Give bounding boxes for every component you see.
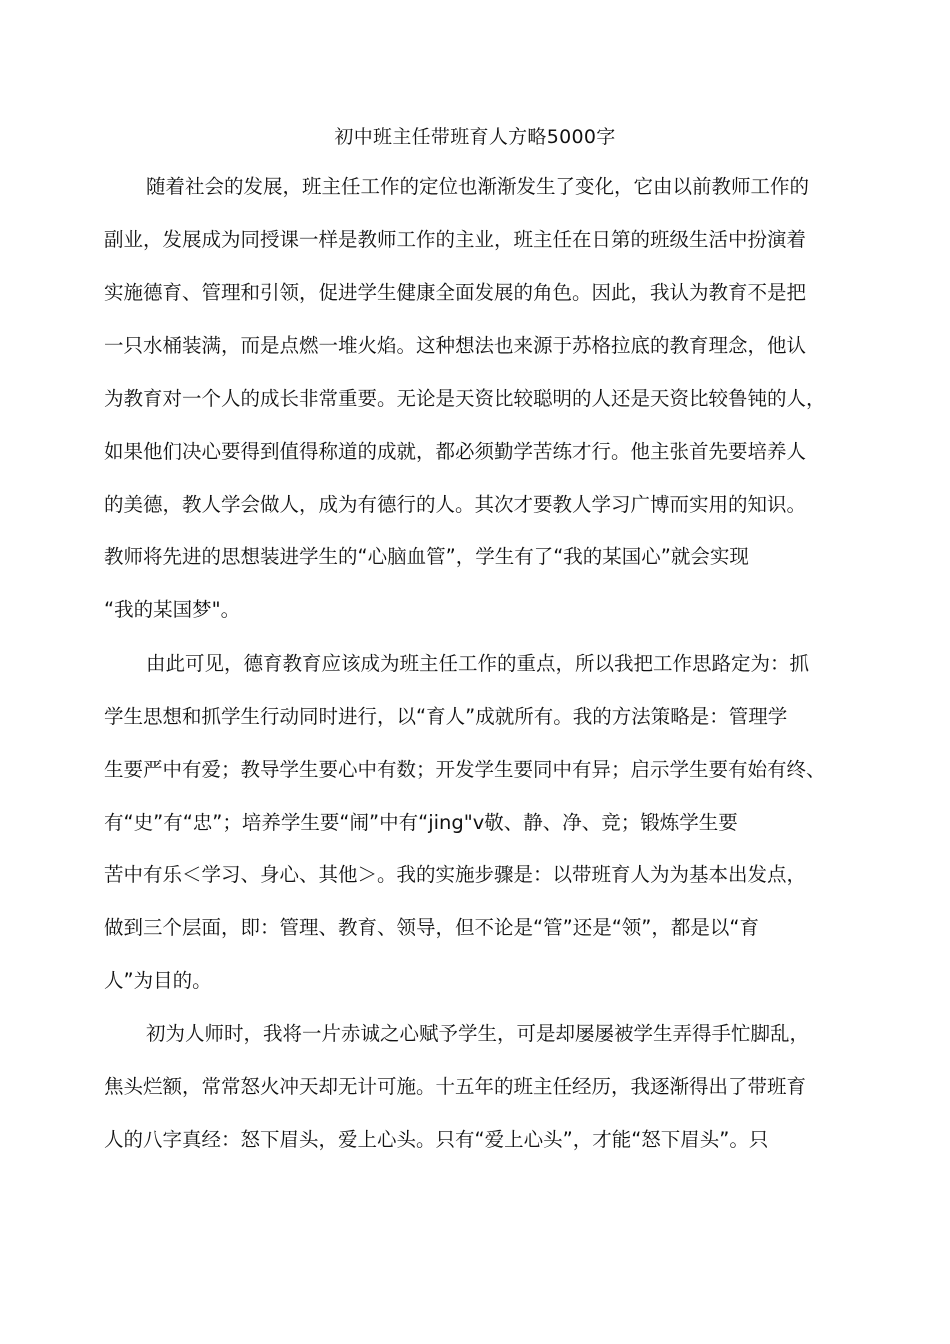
text-line: 随着社会的发展，班主任工作的定位也渐渐发生了变化，它由以前教师工作的 <box>146 175 810 198</box>
text-line: 学生思想和抓学生行动同时进行，以“育人”成就所有。我的方法策略是：管理学 <box>104 705 788 728</box>
text-line: 生要严中有爱；教导学生要心中有数；开发学生要同中有异；启示学生要有始有终、 <box>104 758 826 781</box>
document-title: 初中班主任带班育人方略5000字 <box>334 126 616 148</box>
text-line: 苦中有乐＜学习、身心、其他＞。我的实施步骤是：以带班育人为为基本出发点， <box>104 863 807 886</box>
text-line: 的美德，教人学会做人，成为有德行的人。其次才要教人学习广博而实用的知识。 <box>104 493 807 516</box>
text-line: 有“史”有“忠”；培养学生要“闹”中有“jing"v敬、静、净、竞；锻炼学生要 <box>104 811 738 834</box>
text-line: “我的某国梦"。 <box>104 598 241 621</box>
text-line: 人的八字真经：怒下眉头，爱上心头。只有“爱上心头”，才能“怒下眉头”。只 <box>104 1128 769 1151</box>
text-line: 教师将先进的思想装进学生的“心脑血管”，学生有了“我的某国心”就会实现 <box>104 545 749 568</box>
text-line: 实施德育、管理和引领，促进学生健康全面发展的角色。因此，我认为教育不是把 <box>104 281 807 304</box>
text-line: 为教育对一个人的成长非常重要。无论是天资比较聪明的人还是天资比较鲁钝的人， <box>104 387 826 410</box>
text-line: 初为人师时，我将一片赤诚之心赋予学生，可是却屡屡被学生弄得手忙脚乱， <box>146 1022 810 1045</box>
text-line: 如果他们决心要得到值得称道的成就，都必须勤学苦练才行。他主张首先要培养人 <box>104 440 807 463</box>
text-line: 人”为目的。 <box>104 969 212 992</box>
text-line: 做到三个层面，即：管理、教育、领导，但不论是“管”还是“领”，都是以“育 <box>104 916 760 939</box>
text-line: 由此可见，德育教育应该成为班主任工作的重点，所以我把工作思路定为：抓 <box>146 652 810 675</box>
text-line: 副业，发展成为同授课一样是教师工作的主业，班主任在日第的班级生活中扮演着 <box>104 228 807 251</box>
text-line: 焦头烂额，常常怒火冲天却无计可施。十五年的班主任经历，我逐渐得出了带班育 <box>104 1075 807 1098</box>
text-line: 一只水桶装满，而是点燃一堆火焰。这种想法也来源于苏格拉底的教育理念，他认 <box>104 334 807 357</box>
